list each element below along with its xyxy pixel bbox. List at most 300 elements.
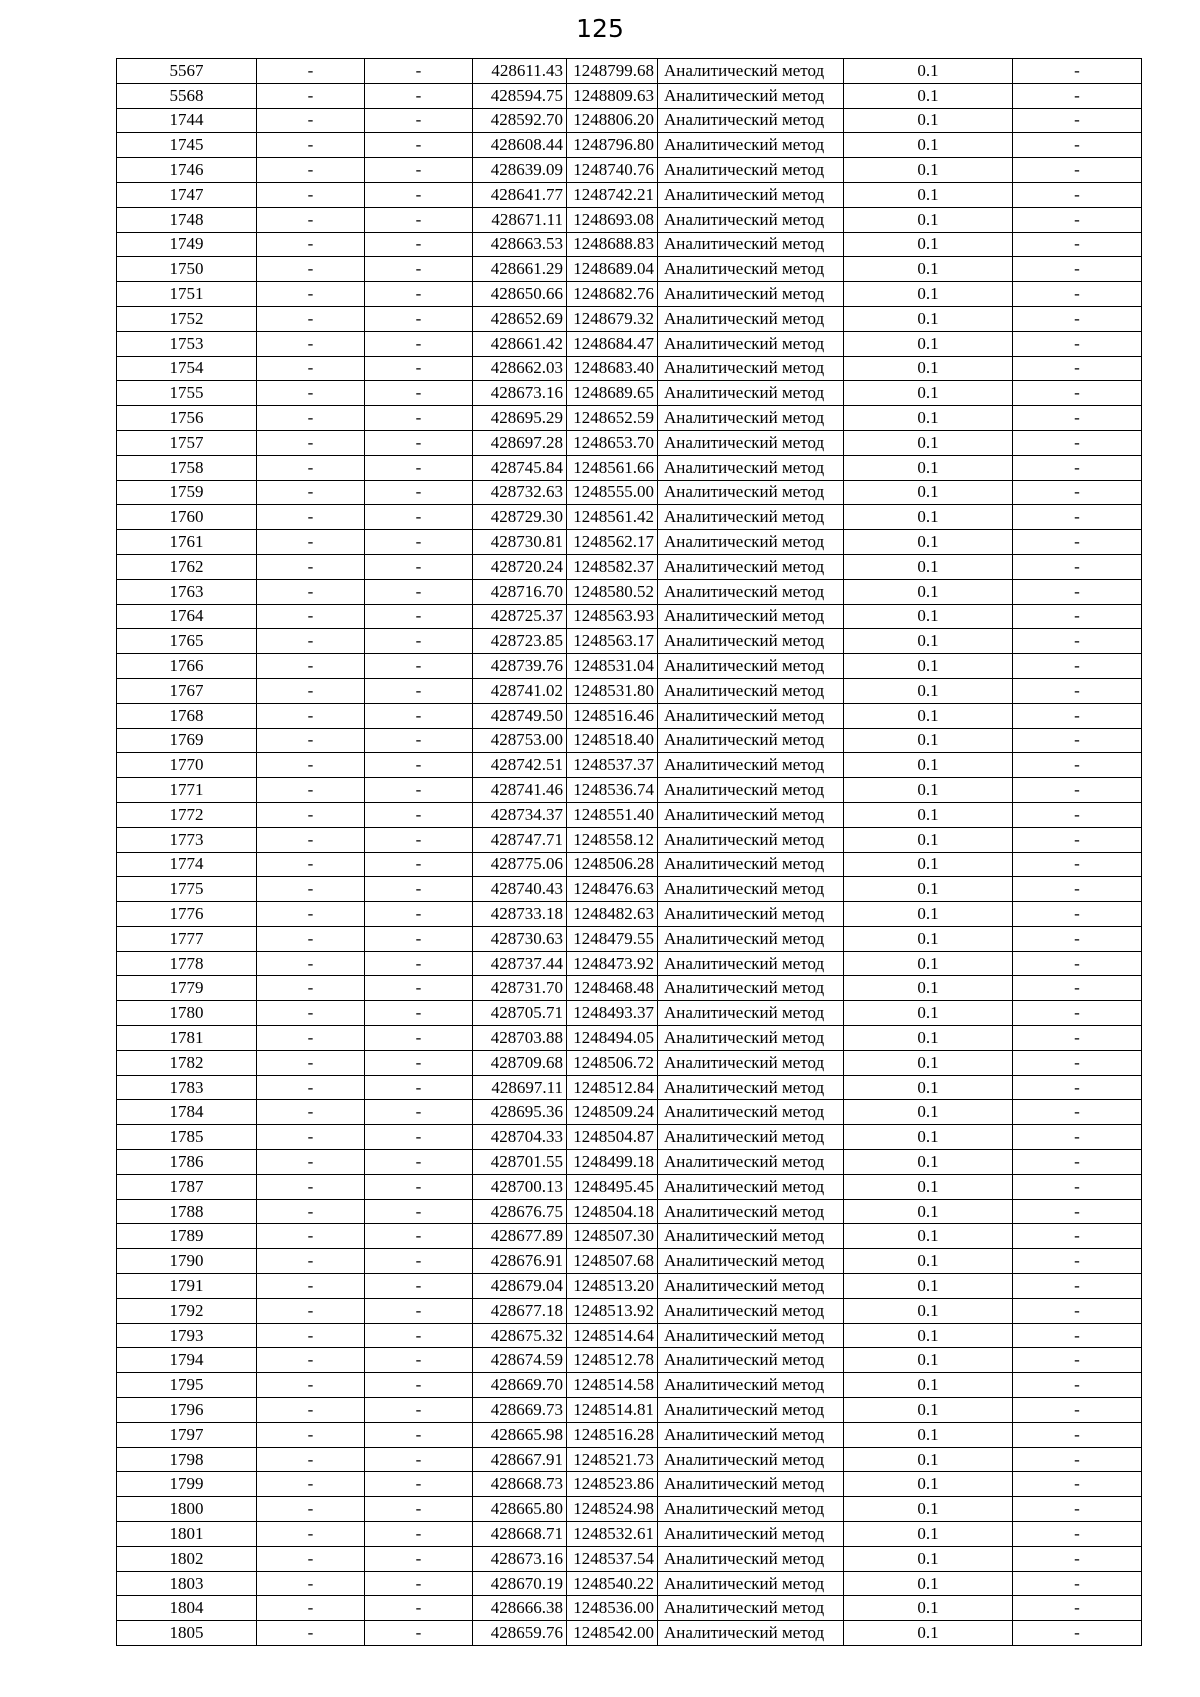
point-number-cell: 1805 xyxy=(117,1621,257,1646)
table-row xyxy=(117,158,1142,183)
point-number-cell: 1758 xyxy=(117,455,257,480)
dash-cell: - xyxy=(1013,951,1142,976)
y-coordinate-cell: 1248652.59 xyxy=(567,406,658,431)
dash-cell: - xyxy=(365,1571,473,1596)
dash-cell: - xyxy=(365,1348,473,1373)
dash-cell: - xyxy=(1013,976,1142,1001)
dash-cell: - xyxy=(257,83,365,108)
dash-cell: - xyxy=(1013,678,1142,703)
method-cell: Аналитический метод xyxy=(658,753,844,778)
method-cell: Аналитический метод xyxy=(658,331,844,356)
dash-cell: - xyxy=(257,604,365,629)
y-coordinate-cell: 1248523.86 xyxy=(567,1472,658,1497)
accuracy-cell: 0.1 xyxy=(844,703,1013,728)
x-coordinate-cell: 428720.24 xyxy=(473,554,567,579)
point-number-cell: 1792 xyxy=(117,1298,257,1323)
accuracy-cell: 0.1 xyxy=(844,604,1013,629)
dash-cell: - xyxy=(365,207,473,232)
method-cell: Аналитический метод xyxy=(658,1472,844,1497)
dash-cell: - xyxy=(365,1100,473,1125)
method-cell: Аналитический метод xyxy=(658,83,844,108)
y-coordinate-cell: 1248684.47 xyxy=(567,331,658,356)
dash-cell: - xyxy=(1013,59,1142,84)
table-row xyxy=(117,1026,1142,1051)
accuracy-cell: 0.1 xyxy=(844,1472,1013,1497)
dash-cell: - xyxy=(365,1298,473,1323)
dash-cell: - xyxy=(365,1026,473,1051)
x-coordinate-cell: 428695.29 xyxy=(473,406,567,431)
x-coordinate-cell: 428700.13 xyxy=(473,1174,567,1199)
point-number-cell: 1774 xyxy=(117,852,257,877)
table-row xyxy=(117,1050,1142,1075)
x-coordinate-cell: 428677.89 xyxy=(473,1224,567,1249)
method-cell: Аналитический метод xyxy=(658,604,844,629)
table-row xyxy=(117,1274,1142,1299)
dash-cell: - xyxy=(365,59,473,84)
table-row xyxy=(117,1174,1142,1199)
y-coordinate-cell: 1248507.68 xyxy=(567,1249,658,1274)
dash-cell: - xyxy=(365,629,473,654)
accuracy-cell: 0.1 xyxy=(844,1621,1013,1646)
table-row xyxy=(117,282,1142,307)
table-row xyxy=(117,1596,1142,1621)
y-coordinate-cell: 1248468.48 xyxy=(567,976,658,1001)
dash-cell: - xyxy=(257,282,365,307)
y-coordinate-cell: 1248499.18 xyxy=(567,1150,658,1175)
method-cell: Аналитический метод xyxy=(658,306,844,331)
point-number-cell: 1772 xyxy=(117,802,257,827)
method-cell: Аналитический метод xyxy=(658,207,844,232)
x-coordinate-cell: 428701.55 xyxy=(473,1150,567,1175)
dash-cell: - xyxy=(257,1050,365,1075)
table-row xyxy=(117,1249,1142,1274)
dash-cell: - xyxy=(1013,852,1142,877)
method-cell: Аналитический метод xyxy=(658,455,844,480)
point-number-cell: 1791 xyxy=(117,1274,257,1299)
dash-cell: - xyxy=(365,1174,473,1199)
dash-cell: - xyxy=(1013,306,1142,331)
accuracy-cell: 0.1 xyxy=(844,83,1013,108)
dash-cell: - xyxy=(257,1373,365,1398)
y-coordinate-cell: 1248506.28 xyxy=(567,852,658,877)
dash-cell: - xyxy=(365,902,473,927)
table-row xyxy=(117,604,1142,629)
dash-cell: - xyxy=(365,257,473,282)
x-coordinate-cell: 428695.36 xyxy=(473,1100,567,1125)
table-row xyxy=(117,1546,1142,1571)
table-row xyxy=(117,1323,1142,1348)
accuracy-cell: 0.1 xyxy=(844,629,1013,654)
y-coordinate-cell: 1248580.52 xyxy=(567,579,658,604)
table-row xyxy=(117,703,1142,728)
accuracy-cell: 0.1 xyxy=(844,1546,1013,1571)
method-cell: Аналитический метод xyxy=(658,232,844,257)
method-cell: Аналитический метод xyxy=(658,629,844,654)
method-cell: Аналитический метод xyxy=(658,1199,844,1224)
dash-cell: - xyxy=(257,554,365,579)
dash-cell: - xyxy=(365,778,473,803)
method-cell: Аналитический метод xyxy=(658,951,844,976)
y-coordinate-cell: 1248518.40 xyxy=(567,728,658,753)
table-row xyxy=(117,257,1142,282)
dash-cell: - xyxy=(257,678,365,703)
method-cell: Аналитический метод xyxy=(658,356,844,381)
accuracy-cell: 0.1 xyxy=(844,1199,1013,1224)
table-row xyxy=(117,951,1142,976)
dash-cell: - xyxy=(365,331,473,356)
y-coordinate-cell: 1248537.37 xyxy=(567,753,658,778)
x-coordinate-cell: 428671.11 xyxy=(473,207,567,232)
point-number-cell: 1746 xyxy=(117,158,257,183)
dash-cell: - xyxy=(365,83,473,108)
x-coordinate-cell: 428666.38 xyxy=(473,1596,567,1621)
dash-cell: - xyxy=(257,455,365,480)
table-row xyxy=(117,59,1142,84)
x-coordinate-cell: 428739.76 xyxy=(473,654,567,679)
y-coordinate-cell: 1248551.40 xyxy=(567,802,658,827)
accuracy-cell: 0.1 xyxy=(844,306,1013,331)
dash-cell: - xyxy=(1013,108,1142,133)
x-coordinate-cell: 428731.70 xyxy=(473,976,567,1001)
dash-cell: - xyxy=(1013,505,1142,530)
dash-cell: - xyxy=(1013,902,1142,927)
table-row xyxy=(117,182,1142,207)
x-coordinate-cell: 428676.75 xyxy=(473,1199,567,1224)
dash-cell: - xyxy=(1013,1373,1142,1398)
point-number-cell: 1801 xyxy=(117,1522,257,1547)
dash-cell: - xyxy=(365,1596,473,1621)
dash-cell: - xyxy=(1013,455,1142,480)
accuracy-cell: 0.1 xyxy=(844,1373,1013,1398)
dash-cell: - xyxy=(257,1224,365,1249)
dash-cell: - xyxy=(1013,654,1142,679)
dash-cell: - xyxy=(1013,282,1142,307)
x-coordinate-cell: 428641.77 xyxy=(473,182,567,207)
dash-cell: - xyxy=(257,902,365,927)
dash-cell: - xyxy=(257,1398,365,1423)
dash-cell: - xyxy=(365,430,473,455)
y-coordinate-cell: 1248555.00 xyxy=(567,480,658,505)
point-number-cell: 1744 xyxy=(117,108,257,133)
x-coordinate-cell: 428650.66 xyxy=(473,282,567,307)
dash-cell: - xyxy=(1013,133,1142,158)
dash-cell: - xyxy=(365,1001,473,1026)
method-cell: Аналитический метод xyxy=(658,778,844,803)
point-number-cell: 1765 xyxy=(117,629,257,654)
x-coordinate-cell: 428740.43 xyxy=(473,877,567,902)
x-coordinate-cell: 428679.04 xyxy=(473,1274,567,1299)
method-cell: Аналитический метод xyxy=(658,1224,844,1249)
dash-cell: - xyxy=(365,1224,473,1249)
dash-cell: - xyxy=(1013,1125,1142,1150)
table-row xyxy=(117,976,1142,1001)
method-cell: Аналитический метод xyxy=(658,678,844,703)
y-coordinate-cell: 1248514.58 xyxy=(567,1373,658,1398)
table-row xyxy=(117,480,1142,505)
dash-cell: - xyxy=(365,1050,473,1075)
x-coordinate-cell: 428697.28 xyxy=(473,430,567,455)
accuracy-cell: 0.1 xyxy=(844,430,1013,455)
dash-cell: - xyxy=(257,232,365,257)
dash-cell: - xyxy=(257,1249,365,1274)
accuracy-cell: 0.1 xyxy=(844,827,1013,852)
point-number-cell: 1796 xyxy=(117,1398,257,1423)
dash-cell: - xyxy=(257,852,365,877)
method-cell: Аналитический метод xyxy=(658,1075,844,1100)
dash-cell: - xyxy=(257,1571,365,1596)
dash-cell: - xyxy=(257,1422,365,1447)
method-cell: Аналитический метод xyxy=(658,1546,844,1571)
method-cell: Аналитический метод xyxy=(658,902,844,927)
method-cell: Аналитический метод xyxy=(658,1323,844,1348)
method-cell: Аналитический метод xyxy=(658,877,844,902)
dash-cell: - xyxy=(365,158,473,183)
x-coordinate-cell: 428741.02 xyxy=(473,678,567,703)
x-coordinate-cell: 428734.37 xyxy=(473,802,567,827)
y-coordinate-cell: 1248683.40 xyxy=(567,356,658,381)
table-row xyxy=(117,1621,1142,1646)
point-number-cell: 1800 xyxy=(117,1497,257,1522)
table-row xyxy=(117,1075,1142,1100)
dash-cell: - xyxy=(1013,827,1142,852)
y-coordinate-cell: 1248524.98 xyxy=(567,1497,658,1522)
method-cell: Аналитический метод xyxy=(658,182,844,207)
table-row xyxy=(117,654,1142,679)
x-coordinate-cell: 428667.91 xyxy=(473,1447,567,1472)
dash-cell: - xyxy=(1013,1298,1142,1323)
dash-cell: - xyxy=(365,1472,473,1497)
dash-cell: - xyxy=(257,1621,365,1646)
y-coordinate-cell: 1248537.54 xyxy=(567,1546,658,1571)
dash-cell: - xyxy=(257,1075,365,1100)
y-coordinate-cell: 1248689.65 xyxy=(567,381,658,406)
method-cell: Аналитический метод xyxy=(658,1001,844,1026)
y-coordinate-cell: 1248531.04 xyxy=(567,654,658,679)
y-coordinate-cell: 1248563.93 xyxy=(567,604,658,629)
dash-cell: - xyxy=(1013,703,1142,728)
accuracy-cell: 0.1 xyxy=(844,257,1013,282)
dash-cell: - xyxy=(365,951,473,976)
point-number-cell: 1766 xyxy=(117,654,257,679)
x-coordinate-cell: 428732.63 xyxy=(473,480,567,505)
dash-cell: - xyxy=(365,554,473,579)
point-number-cell: 5568 xyxy=(117,83,257,108)
y-coordinate-cell: 1248479.55 xyxy=(567,926,658,951)
point-number-cell: 1769 xyxy=(117,728,257,753)
x-coordinate-cell: 428663.53 xyxy=(473,232,567,257)
point-number-cell: 1752 xyxy=(117,306,257,331)
y-coordinate-cell: 1248514.81 xyxy=(567,1398,658,1423)
accuracy-cell: 0.1 xyxy=(844,1323,1013,1348)
method-cell: Аналитический метод xyxy=(658,703,844,728)
method-cell: Аналитический метод xyxy=(658,1174,844,1199)
method-cell: Аналитический метод xyxy=(658,59,844,84)
y-coordinate-cell: 1248513.20 xyxy=(567,1274,658,1299)
dash-cell: - xyxy=(257,1150,365,1175)
table-row xyxy=(117,83,1142,108)
dash-cell: - xyxy=(365,1497,473,1522)
dash-cell: - xyxy=(257,306,365,331)
dash-cell: - xyxy=(365,703,473,728)
point-number-cell: 1797 xyxy=(117,1422,257,1447)
dash-cell: - xyxy=(1013,802,1142,827)
dash-cell: - xyxy=(365,1522,473,1547)
accuracy-cell: 0.1 xyxy=(844,1174,1013,1199)
dash-cell: - xyxy=(257,728,365,753)
dash-cell: - xyxy=(1013,1150,1142,1175)
accuracy-cell: 0.1 xyxy=(844,133,1013,158)
accuracy-cell: 0.1 xyxy=(844,753,1013,778)
dash-cell: - xyxy=(365,1398,473,1423)
method-cell: Аналитический метод xyxy=(658,1422,844,1447)
point-number-cell: 1781 xyxy=(117,1026,257,1051)
point-number-cell: 1777 xyxy=(117,926,257,951)
point-number-cell: 1786 xyxy=(117,1150,257,1175)
method-cell: Аналитический метод xyxy=(658,554,844,579)
table-row xyxy=(117,1199,1142,1224)
accuracy-cell: 0.1 xyxy=(844,331,1013,356)
dash-cell: - xyxy=(1013,331,1142,356)
table-row xyxy=(117,728,1142,753)
dash-cell: - xyxy=(1013,1522,1142,1547)
dash-cell: - xyxy=(1013,579,1142,604)
y-coordinate-cell: 1248531.80 xyxy=(567,678,658,703)
method-cell: Аналитический метод xyxy=(658,530,844,555)
table-row xyxy=(117,1571,1142,1596)
method-cell: Аналитический метод xyxy=(658,133,844,158)
accuracy-cell: 0.1 xyxy=(844,554,1013,579)
point-number-cell: 1790 xyxy=(117,1249,257,1274)
table-row xyxy=(117,1001,1142,1026)
dash-cell: - xyxy=(365,926,473,951)
dash-cell: - xyxy=(257,1522,365,1547)
dash-cell: - xyxy=(257,530,365,555)
method-cell: Аналитический метод xyxy=(658,1125,844,1150)
dash-cell: - xyxy=(257,1447,365,1472)
dash-cell: - xyxy=(1013,1001,1142,1026)
point-number-cell: 1782 xyxy=(117,1050,257,1075)
y-coordinate-cell: 1248653.70 xyxy=(567,430,658,455)
accuracy-cell: 0.1 xyxy=(844,182,1013,207)
coordinates-table xyxy=(116,58,1142,1646)
y-coordinate-cell: 1248562.17 xyxy=(567,530,658,555)
method-cell: Аналитический метод xyxy=(658,1522,844,1547)
y-coordinate-cell: 1248494.05 xyxy=(567,1026,658,1051)
dash-cell: - xyxy=(257,505,365,530)
x-coordinate-cell: 428742.51 xyxy=(473,753,567,778)
dash-cell: - xyxy=(257,1323,365,1348)
point-number-cell: 1799 xyxy=(117,1472,257,1497)
method-cell: Аналитический метод xyxy=(658,1596,844,1621)
accuracy-cell: 0.1 xyxy=(844,1249,1013,1274)
x-coordinate-cell: 428741.46 xyxy=(473,778,567,803)
method-cell: Аналитический метод xyxy=(658,480,844,505)
table-row xyxy=(117,1348,1142,1373)
y-coordinate-cell: 1248493.37 xyxy=(567,1001,658,1026)
dash-cell: - xyxy=(257,406,365,431)
table-row xyxy=(117,108,1142,133)
accuracy-cell: 0.1 xyxy=(844,1224,1013,1249)
point-number-cell: 1776 xyxy=(117,902,257,927)
accuracy-cell: 0.1 xyxy=(844,877,1013,902)
y-coordinate-cell: 1248516.28 xyxy=(567,1422,658,1447)
method-cell: Аналитический метод xyxy=(658,1398,844,1423)
accuracy-cell: 0.1 xyxy=(844,1298,1013,1323)
accuracy-cell: 0.1 xyxy=(844,1497,1013,1522)
dash-cell: - xyxy=(257,1001,365,1026)
table-row xyxy=(117,1100,1142,1125)
x-coordinate-cell: 428704.33 xyxy=(473,1125,567,1150)
dash-cell: - xyxy=(365,1447,473,1472)
method-cell: Аналитический метод xyxy=(658,1571,844,1596)
dash-cell: - xyxy=(1013,1249,1142,1274)
x-coordinate-cell: 428725.37 xyxy=(473,604,567,629)
dash-cell: - xyxy=(1013,926,1142,951)
x-coordinate-cell: 428661.29 xyxy=(473,257,567,282)
dash-cell: - xyxy=(1013,877,1142,902)
table-row xyxy=(117,1298,1142,1323)
point-number-cell: 1757 xyxy=(117,430,257,455)
x-coordinate-cell: 428747.71 xyxy=(473,827,567,852)
method-cell: Аналитический метод xyxy=(658,1274,844,1299)
dash-cell: - xyxy=(257,1199,365,1224)
accuracy-cell: 0.1 xyxy=(844,579,1013,604)
dash-cell: - xyxy=(1013,1050,1142,1075)
x-coordinate-cell: 428639.09 xyxy=(473,158,567,183)
dash-cell: - xyxy=(257,133,365,158)
dash-cell: - xyxy=(1013,1026,1142,1051)
dash-cell: - xyxy=(1013,1323,1142,1348)
dash-cell: - xyxy=(257,1298,365,1323)
y-coordinate-cell: 1248504.87 xyxy=(567,1125,658,1150)
y-coordinate-cell: 1248506.72 xyxy=(567,1050,658,1075)
y-coordinate-cell: 1248582.37 xyxy=(567,554,658,579)
dash-cell: - xyxy=(365,381,473,406)
x-coordinate-cell: 428608.44 xyxy=(473,133,567,158)
dash-cell: - xyxy=(1013,381,1142,406)
table-row xyxy=(117,455,1142,480)
point-number-cell: 1768 xyxy=(117,703,257,728)
dash-cell: - xyxy=(1013,1497,1142,1522)
dash-cell: - xyxy=(1013,182,1142,207)
table-row xyxy=(117,1522,1142,1547)
point-number-cell: 1789 xyxy=(117,1224,257,1249)
dash-cell: - xyxy=(257,182,365,207)
method-cell: Аналитический метод xyxy=(658,802,844,827)
dash-cell: - xyxy=(1013,158,1142,183)
dash-cell: - xyxy=(1013,356,1142,381)
dash-cell: - xyxy=(257,1596,365,1621)
table-row xyxy=(117,554,1142,579)
accuracy-cell: 0.1 xyxy=(844,207,1013,232)
x-coordinate-cell: 428705.71 xyxy=(473,1001,567,1026)
dash-cell: - xyxy=(257,1546,365,1571)
point-number-cell: 1745 xyxy=(117,133,257,158)
table-row xyxy=(117,406,1142,431)
y-coordinate-cell: 1248806.20 xyxy=(567,108,658,133)
accuracy-cell: 0.1 xyxy=(844,108,1013,133)
dash-cell: - xyxy=(257,207,365,232)
accuracy-cell: 0.1 xyxy=(844,778,1013,803)
accuracy-cell: 0.1 xyxy=(844,232,1013,257)
dash-cell: - xyxy=(1013,1100,1142,1125)
dash-cell: - xyxy=(1013,604,1142,629)
x-coordinate-cell: 428611.43 xyxy=(473,59,567,84)
point-number-cell: 1798 xyxy=(117,1447,257,1472)
dash-cell: - xyxy=(365,1125,473,1150)
dash-cell: - xyxy=(365,1249,473,1274)
accuracy-cell: 0.1 xyxy=(844,1001,1013,1026)
